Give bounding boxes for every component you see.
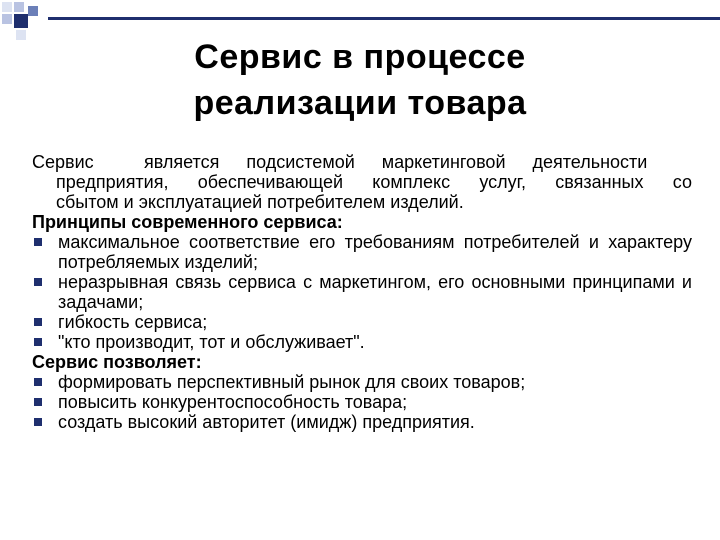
principle-text: максимальное соответствие его требованиям потребителей и характеру потребляемых изделий; — [58, 232, 692, 272]
allows-heading: Сервис позволяет: — [32, 352, 202, 372]
title-line-2: реализации товара — [193, 84, 527, 122]
square-bullet-icon — [34, 398, 42, 406]
corner-square-light — [14, 2, 24, 12]
allows-item — [32, 392, 692, 412]
slide-title — [140, 34, 580, 126]
intro-line-3: сбытом и эксплуатацией потребителем изделий. — [56, 192, 464, 212]
corner-square-mid — [28, 6, 38, 16]
corner-square-light-2 — [2, 14, 12, 24]
principles-heading: Принципы современного сервиса: — [32, 212, 343, 232]
intro-first-word: Сервис — [32, 152, 94, 172]
allows-text: формировать перспективный рынок для своих товаров; — [58, 372, 526, 392]
square-bullet-icon — [34, 418, 42, 426]
square-bullet-icon — [34, 378, 42, 386]
intro-line-1 — [32, 152, 692, 172]
principle-text: неразрывная связь сервиса с маркетингом, его основными принципами и задачами; — [58, 272, 692, 312]
corner-square-pale — [2, 2, 12, 12]
allows-item — [32, 372, 692, 392]
square-bullet-icon — [34, 338, 42, 346]
square-bullet-icon — [34, 318, 42, 326]
corner-square-pale-2 — [16, 30, 26, 40]
allows-text: создать высокий авторитет (имидж) предприятия. — [58, 412, 475, 432]
square-bullet-icon — [34, 278, 42, 286]
square-bullet-icon — [34, 238, 42, 246]
allows-item — [32, 412, 692, 432]
principle-item — [32, 312, 692, 332]
allows-text: повысить конкурентоспособность товара; — [58, 392, 408, 412]
intro-line-1-rest: является подсистемой маркетинговой деятельности — [144, 152, 648, 172]
principle-text: гибкость сервиса; — [58, 312, 208, 332]
principle-item — [32, 272, 692, 312]
corner-square-dark — [14, 14, 28, 28]
principle-item — [32, 232, 692, 272]
slide-body — [32, 152, 692, 432]
header-rule — [48, 17, 720, 20]
principle-text: "кто производит, тот и обслуживает". — [58, 332, 365, 352]
intro-line-2: предприятия, обеспечивающей комплекс услуг, связанных со — [56, 172, 692, 192]
principle-item — [32, 332, 692, 352]
title-line-1: Сервис в процессе — [194, 38, 526, 76]
